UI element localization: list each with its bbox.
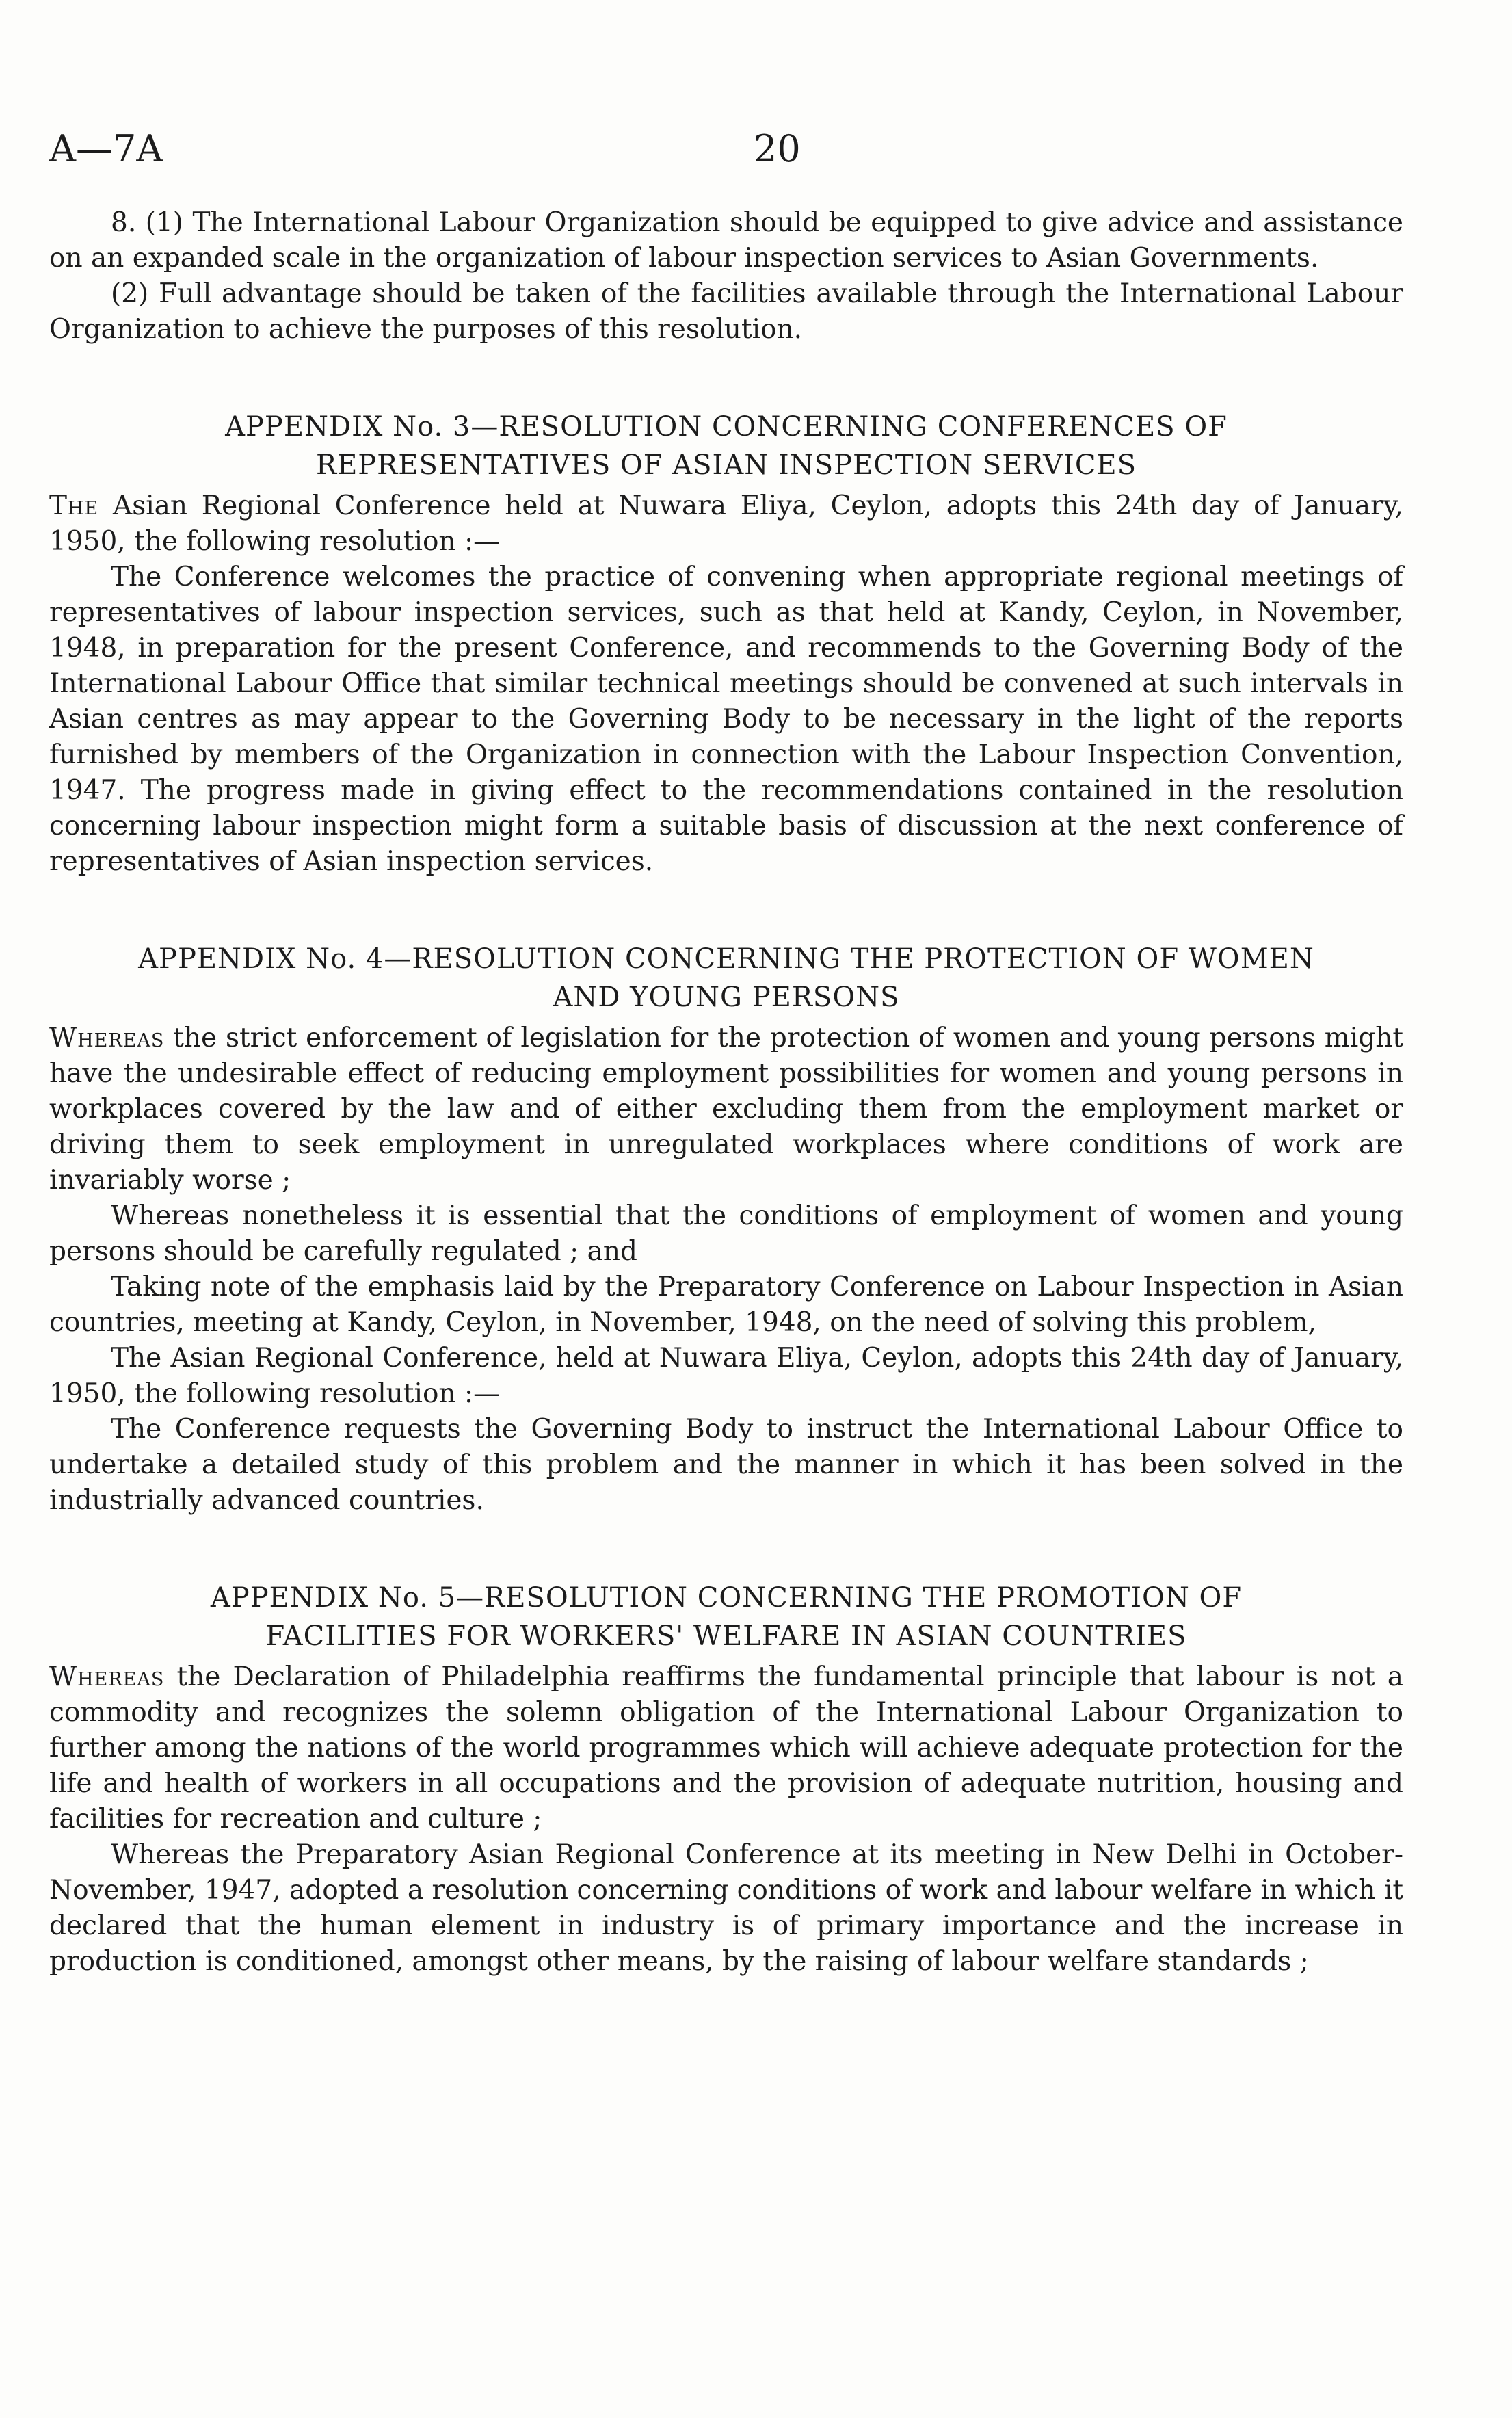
title-line: FACILITIES FOR WORKERS' WELFARE IN ASIAN COUNTRIES [265, 1620, 1187, 1652]
paragraph: (2) Full advantage should be taken of the facilities available through the International Labour Organization to achieve the purposes of this resolution. [49, 278, 1403, 345]
page-header [49, 122, 1417, 176]
title-line: APPENDIX No. 3—RESOLUTION CONCERNING CONFERENCES OF [225, 411, 1228, 443]
paragraph [49, 1659, 1403, 1837]
appendix-3 [49, 408, 1403, 880]
paragraph-text: Asian Regional Conference held at Nuwara Eliya, Ceylon, adopts this 24th day of January, 1950, the following resolution :— [49, 490, 1403, 557]
paragraph: 8. (1) The International Labour Organization should be equipped to give advice and assistance on an expanded scale in the organization of labour inspection services to Asian Governments. [49, 207, 1403, 274]
lead-word: The [49, 490, 99, 521]
running-head: A—7A [49, 127, 163, 170]
paragraph [49, 488, 1403, 560]
section-8 [49, 205, 1403, 347]
title-line: APPENDIX No. 4—RESOLUTION CONCERNING THE PROTECTION OF WOMEN [138, 943, 1314, 975]
paragraph: The Asian Regional Conference, held at Nuwara Eliya, Ceylon, adopts this 24th day of January, 1950, the following resolution :— [49, 1343, 1403, 1409]
paragraph-text: the strict enforcement of legislation for the protection of women and young persons might have the undesirable effect of reducing employment possibilities for women and young persons in workplaces covered by the law and of either excluding them from the employment market or driving them to seek employment in unregulated workplaces where conditions of work are invariably worse ; [49, 1023, 1403, 1196]
paragraph: The Conference requests the Governing Body to instruct the International Labour Office to undertake a detailed study of this problem and the manner in which it has been solved in the industrially advanced countries. [49, 1414, 1403, 1516]
paragraph-text: the Declaration of Philadelphia reaffirms the fundamental principle that labour is not a commodity and recognizes the solemn obligation of the International Labour Organization to further among the nations of the world programmes which will achieve adequate protection for the life and health of workers in all occupations and the provision of adequate nutrition, housing and facilities for recreation and culture ; [49, 1661, 1403, 1835]
title-line: APPENDIX No. 5—RESOLUTION CONCERNING THE PROMOTION OF [210, 1582, 1243, 1614]
paragraph: Taking note of the emphasis laid by the Preparatory Conference on Labour Inspection in Asian countries, meeting at Kandy, Ceylon, in November, 1948, on the need of solving this problem, [49, 1272, 1403, 1338]
appendix-5-title [49, 1579, 1403, 1655]
appendix-4-title [49, 940, 1403, 1016]
paragraph: Whereas nonetheless it is essential that the conditions of employment of women and young persons should be carefully regulated ; and [49, 1200, 1403, 1267]
lead-word: Whereas [49, 1661, 165, 1692]
appendix-4 [49, 940, 1403, 1519]
paragraph [49, 1021, 1403, 1198]
lead-word: Whereas [49, 1023, 165, 1053]
paragraph: Whereas the Preparatory Asian Regional Conference at its meeting in New Delhi in October-November, 1947, adopted a resolution concerning conditions of work and labour welfare in which it declared that the human element in industry is of primary importance and the increase in production is conditioned, amongst other means, by the raising of labour welfare standards ; [49, 1839, 1403, 1977]
appendix-3-title [49, 408, 1403, 484]
title-line: AND YOUNG PERSONS [553, 982, 900, 1013]
title-line: REPRESENTATIVES OF ASIAN INSPECTION SERVICES [315, 449, 1137, 481]
paragraph: The Conference welcomes the practice of convening when appropriate regional meetings of representatives of labour inspection services, such as that held at Kandy, Ceylon, in November, 1948, in preparation for the present Conference, and recommends to the Governing Body of the International Labour Office that similar technical meetings should be convened at such intervals in Asian centres as may appear to the Governing Body to be necessary in the light of the reports furnished by members of the Organization in connection with the Labour Inspection Convention, 1947. The progress made in giving effect to the recommendations contained in the resolution concerning labour inspection might form a suitable basis of discussion at the next conference of representatives of Asian inspection services. [49, 562, 1403, 877]
appendix-5 [49, 1579, 1403, 1980]
document-body [49, 205, 1403, 1980]
page-number: 20 [754, 127, 801, 170]
